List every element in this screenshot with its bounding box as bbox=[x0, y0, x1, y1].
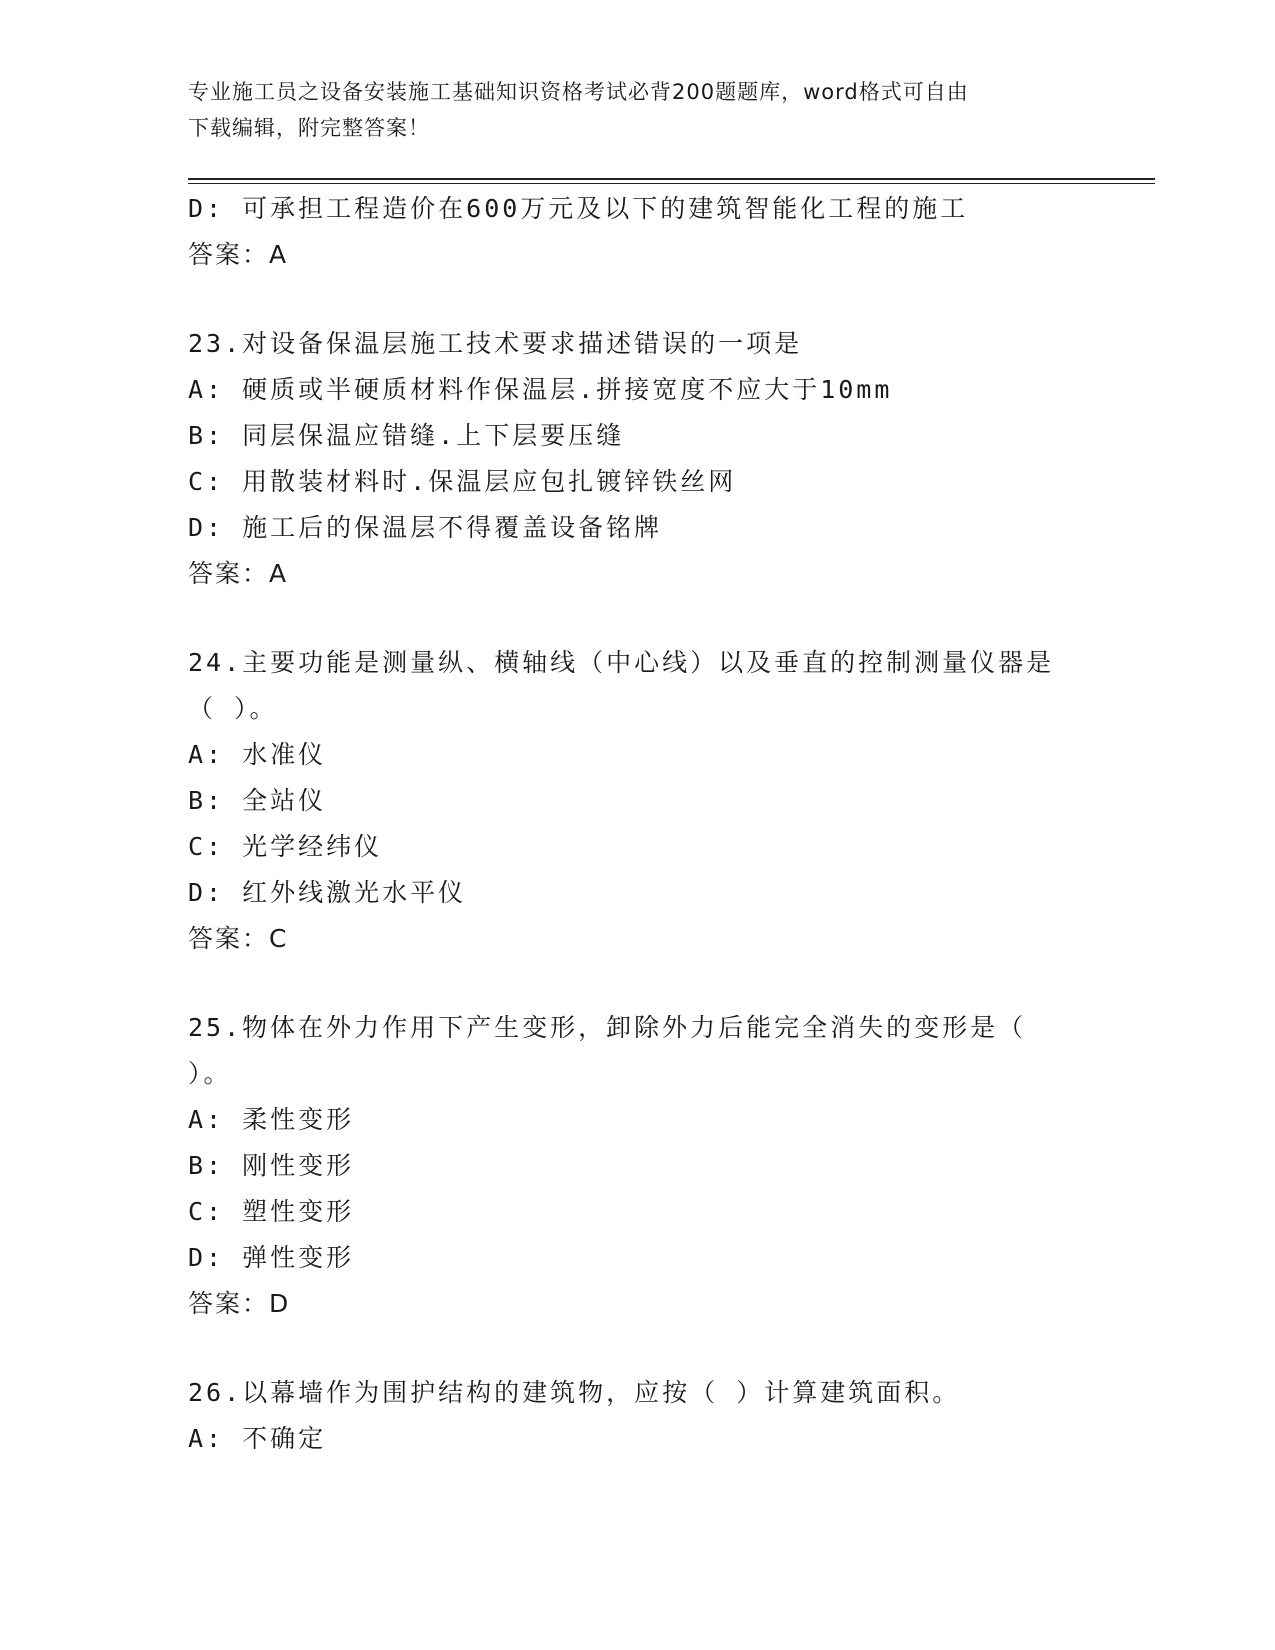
question-24 bbox=[188, 640, 1148, 962]
question-26 bbox=[188, 1370, 1148, 1462]
option-d: D: 可承担工程造价在600万元及以下的建筑智能化工程的施工 bbox=[188, 194, 969, 223]
answer-line: 答案：D bbox=[188, 1289, 291, 1318]
option-d: D: 红外线激光水平仪 bbox=[188, 878, 467, 907]
answer-line: 答案：A bbox=[188, 240, 289, 269]
question-stem: 25.物体在外力作用下产生变形，卸除外力后能完全消失的变形是（ bbox=[188, 1013, 1027, 1042]
option-a: A: 不确定 bbox=[188, 1424, 327, 1453]
question-22 bbox=[188, 186, 1148, 278]
question-stem: 23.对设备保温层施工技术要求描述错误的一项是 bbox=[188, 329, 803, 358]
option-c: C: 光学经纬仪 bbox=[188, 832, 383, 861]
question-25 bbox=[188, 1005, 1148, 1327]
option-d: D: 施工后的保温层不得覆盖设备铭牌 bbox=[188, 513, 663, 542]
document-header bbox=[188, 74, 1088, 146]
question-stem-continued: （ ）。 bbox=[188, 694, 278, 723]
option-a: A: 水准仪 bbox=[188, 740, 327, 769]
option-c: C: 塑性变形 bbox=[188, 1197, 355, 1226]
header-divider-thick bbox=[188, 178, 1155, 180]
question-stem: 24.主要功能是测量纵、横轴线（中心线）以及垂直的控制测量仪器是 bbox=[188, 648, 1055, 677]
option-b: B: 同层保温应错缝.上下层要压缝 bbox=[188, 421, 625, 450]
header-line-1: 专业施工员之设备安装施工基础知识资格考试必背200题题库，word格式可自由 bbox=[188, 80, 969, 104]
question-23 bbox=[188, 321, 1148, 597]
option-a: A: 硬质或半硬质材料作保温层.拼接宽度不应大于10mm bbox=[188, 375, 893, 404]
question-stem-continued: ）。 bbox=[188, 1059, 232, 1088]
option-d: D: 弹性变形 bbox=[188, 1243, 355, 1272]
answer-line: 答案：C bbox=[188, 924, 289, 953]
option-a: A: 柔性变形 bbox=[188, 1105, 355, 1134]
answer-line: 答案：A bbox=[188, 559, 289, 588]
question-stem: 26.以幕墙作为围护结构的建筑物，应按（ ）计算建筑面积。 bbox=[188, 1378, 961, 1407]
option-b: B: 刚性变形 bbox=[188, 1151, 355, 1180]
question-content bbox=[188, 186, 1148, 1462]
header-line-2: 下载编辑，附完整答案！ bbox=[188, 116, 430, 140]
option-b: B: 全站仪 bbox=[188, 786, 327, 815]
header-divider-thin bbox=[188, 183, 1155, 184]
option-c: C: 用散装材料时.保温层应包扎镀锌铁丝网 bbox=[188, 467, 737, 496]
